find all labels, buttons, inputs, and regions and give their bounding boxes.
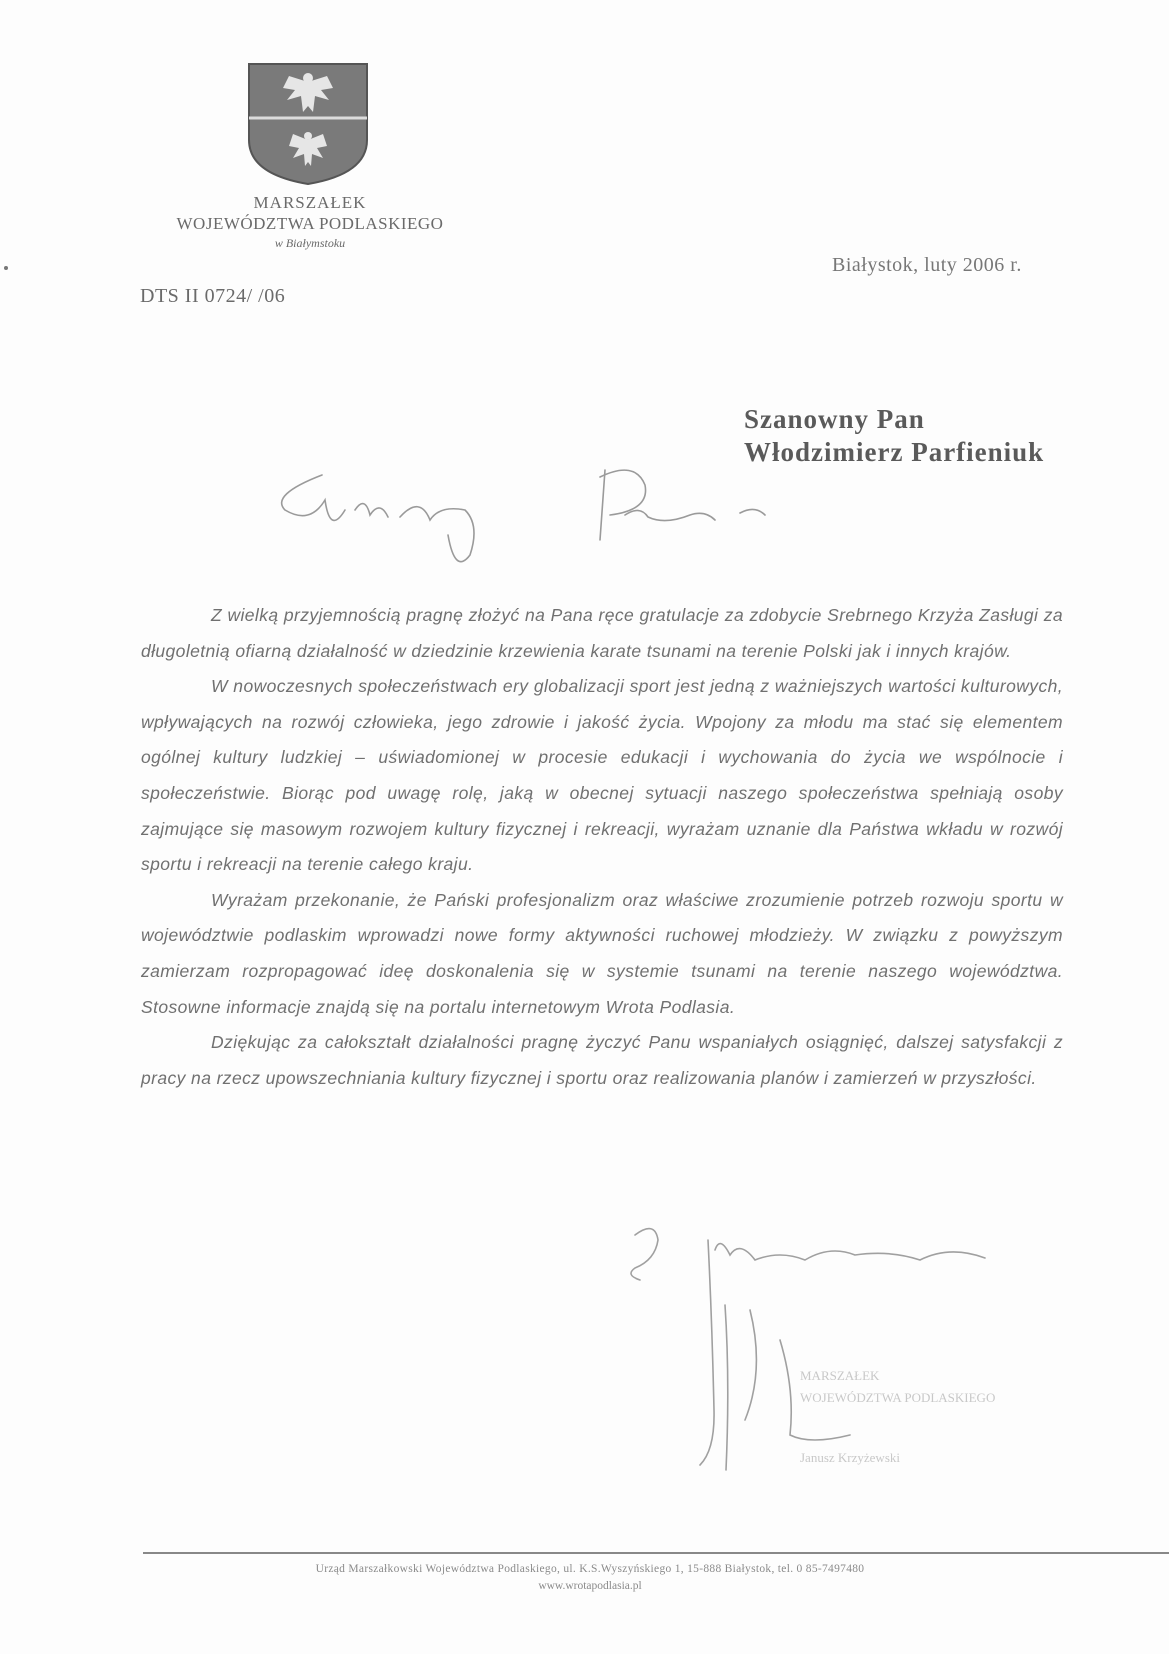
- letter-paragraph: Dziękując za całokształt działalności pragnę życzyć Panu wspaniałych osiągnięć, dalszej satysfakcji z pracy na rzecz upowszechniania kultury fizycznej i sportu oraz realizowania planów i zamierzeń w przyszłości.: [141, 1032, 1063, 1088]
- handwritten-greeting: [270, 465, 840, 580]
- letterhead-title: MARSZAŁEK: [253, 193, 367, 212]
- footer-address: Urząd Marszałkowski Województwa Podlaskiego, ul. K.S.Wyszyńskiego 1, 15-888 Białystok, tel. 0 85-7497480: [315, 1563, 865, 1575]
- footer-website: www.wrotapodlasia.pl: [538, 1580, 642, 1592]
- reference-number: DTS II 0724/ /06: [140, 285, 286, 307]
- recipient-greeting: Szanowny Pan: [744, 404, 925, 434]
- recipient-name: Włodzimierz Parfieniuk: [744, 437, 1045, 467]
- scan-dot: [4, 266, 8, 270]
- letter-paragraph: W nowoczesnych społeczeństwach ery globalizacji sport jest jedną z ważniejszych wartości kulturowych, wpływających na rozwój człowieka, jego zdrowie i jakość życia. Wpojony za młodu ma stać się elementem ogólnej kultury ludzkiej – uświadomionej w procesie edukacji i wychowania do życia we wspólnocie i społeczeństwie. Biorąc pod uwagę rolę, jaką w obecnej sytuacji naszego społeczeństwa spełniają osoby zajmujące się masowym rozwojem kultury fizycznej i rekreacji, wyrażam uznanie dla Państwa wkładu w rozwój sportu i rekreacji na terenie całego kraju.: [141, 676, 1063, 875]
- letterhead-subtitle: WOJEWÓDZTWA PODLASKIEGO: [176, 214, 444, 233]
- signature-stamp-subtitle: WOJEWÓDZTWA PODLASKIEGO: [800, 1390, 996, 1405]
- letter-paragraph: Wyrażam przekonanie, że Pański profesjonalizm oraz właściwe zrozumienie potrzeb rozwoju sportu w województwie podlaskim wprowadzi nowe formy aktywności ruchowej młodzieży. W związku z powyższym zamierzam rozpropagować ideę doskonalenia się w systemie tsunami na terenie naszego województwa. Stosowne informacje znajdą się na portalu internetowym Wrota Podlasia.: [141, 889, 1063, 1017]
- signature-stamp-name: Janusz Krzyżewski: [800, 1450, 900, 1465]
- letter-body: [141, 598, 1063, 1096]
- letter-date: Białystok, luty 2006 r.: [832, 254, 1022, 276]
- podlaskie-coat-of-arms-icon: [247, 62, 369, 186]
- letter-paragraph: Z wielką przyjemnością pragnę złożyć na Pana ręce gratulacje za zdobycie Srebrnego Krzyża Zasługi za długoletnią ofiarną działalność w dziedzinie krzewienia karate tsunami na terenie Polski jak i innych krajów.: [141, 605, 1063, 661]
- signature-stamp-title: MARSZAŁEK: [800, 1368, 880, 1383]
- letterhead-city: w Białymstoku: [274, 236, 346, 250]
- footer-divider: [143, 1552, 1169, 1554]
